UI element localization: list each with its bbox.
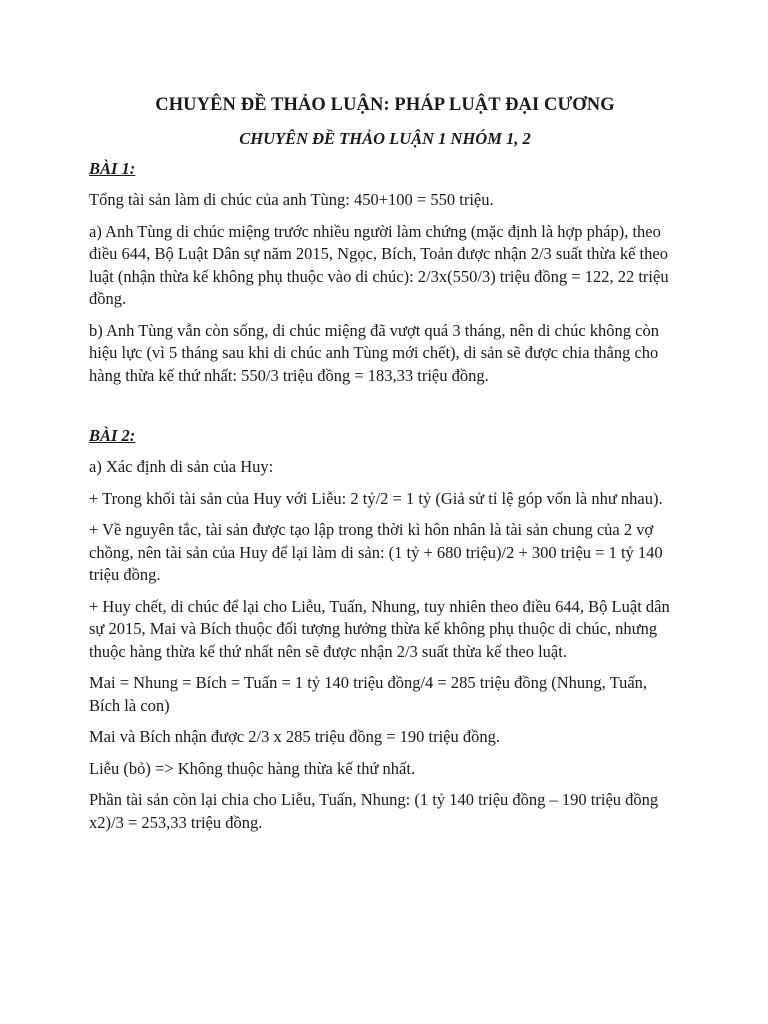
section-bai-1 <box>89 158 681 387</box>
paragraph: Mai = Nhung = Bích = Tuấn = 1 tỷ 140 triệu đồng/4 = 285 triệu đồng (Nhung, Tuấn, Bích là con) <box>89 673 648 715</box>
paragraph: + Huy chết, di chúc để lại cho Liễu, Tuấn, Nhung, tuy nhiên theo điều 644, Bộ Luật dân sự 2015, Mai và Bích thuộc đối tượng hưởng thừa kế không phụ thuộc di chúc, nhưng thuộc hàng thừa kế thứ nhất nên sẽ được nhận 2/3 suất thừa kế theo luật. <box>89 596 670 661</box>
paragraph: + Trong khối tài sản của Huy với Liễu: 2 tỷ/2 = 1 tỷ (Giả sử tỉ lệ góp vốn là như nhau). <box>89 488 663 508</box>
paragraph: a) Xác định di sản của Huy: <box>89 457 274 476</box>
document-page <box>89 92 681 834</box>
paragraph: a) Anh Tùng di chúc miệng trước nhiều người làm chứng (mặc định là hợp pháp), theo điều 644, Bộ Luật Dân sự năm 2015, Ngọc, Bích, Toản được nhận 2/3 suất thừa kế theo luật (nhận thừa kế không phụ thuộc vào di chúc): 2/3x(550/3) triệu đồng = 122, 22 triệu đồng. <box>89 221 669 308</box>
section-heading: BÀI 1: <box>89 159 136 178</box>
section-bai-2 <box>89 425 681 834</box>
paragraph: + Về nguyên tắc, tài sản được tạo lập trong thời kì hôn nhân là tài sản chung của 2 vợ chồng, nên tài sản của Huy để lại làm di sản: (1 tỷ + 680 triệu)/2 + 300 triệu = 1 tỷ 140 triệu đồng. <box>89 520 663 584</box>
paragraph: Tổng tài sản làm di chúc của anh Tùng: 450+100 = 550 triệu. <box>89 190 494 209</box>
paragraph: Mai và Bích nhận được 2/3 x 285 triệu đồng = 190 triệu đồng. <box>89 727 500 746</box>
paragraph: Liễu (bỏ) => Không thuộc hàng thừa kế thứ nhất. <box>89 758 416 778</box>
document-title: CHUYÊN ĐỀ THẢO LUẬN: PHÁP LUẬT ĐẠI CƯƠNG <box>155 95 615 115</box>
document-subtitle: CHUYÊN ĐỀ THẢO LUẬN 1 NHÓM 1, 2 <box>239 129 531 148</box>
paragraph: Phần tài sản còn lại chia cho Liễu, Tuấn, Nhung: (1 tỷ 140 triệu đồng – 190 triệu đồng x2)/3 = 253,33 triệu đồng. <box>89 790 659 832</box>
section-heading: BÀI 2: <box>89 426 136 445</box>
paragraph: b) Anh Tùng vẫn còn sống, di chúc miệng đã vượt quá 3 tháng, nên di chúc không còn hiệu lực (vì 5 tháng sau khi di chúc anh Tùng mới chết), di sản sẽ được chia thẳng cho hàng thừa kế thứ nhất: 550/3 triệu đồng = 183,33 triệu đồng. <box>89 320 660 385</box>
